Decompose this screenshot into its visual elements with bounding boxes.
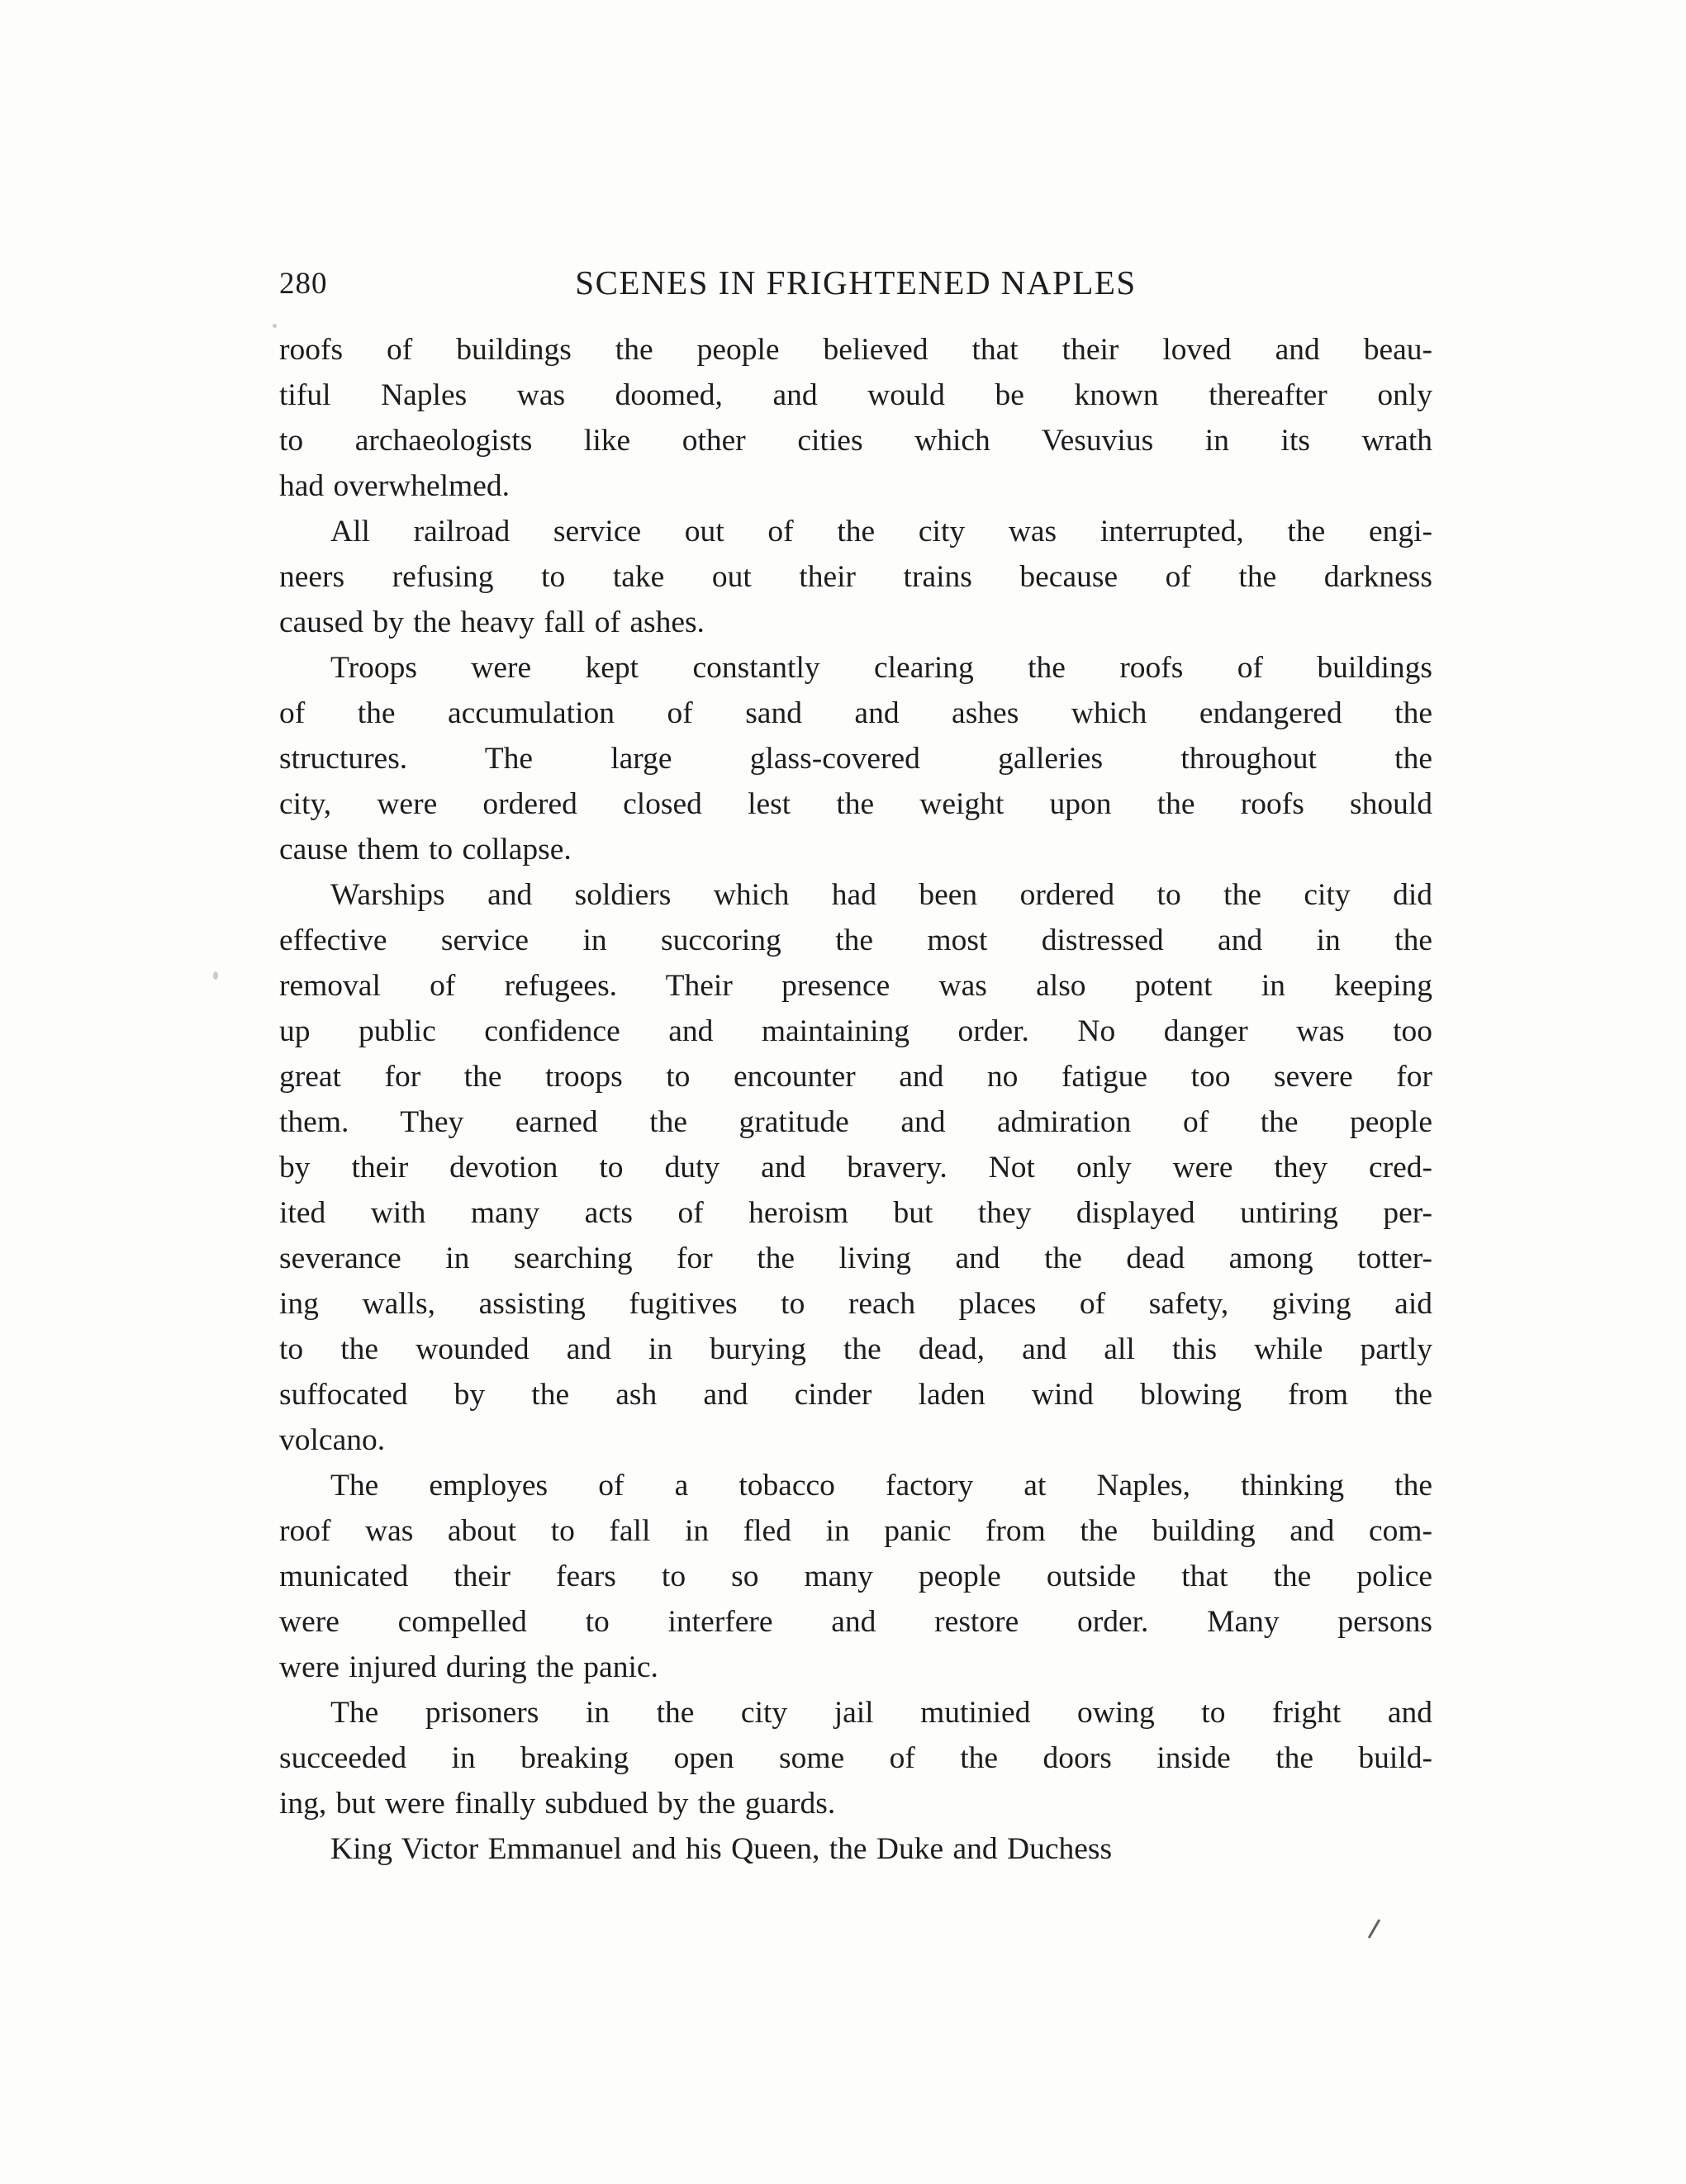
scan-speck [273,324,277,328]
text-block [279,263,1432,1872]
scan-speck [213,971,218,980]
text-line: removal of refugees. Their presence was also potent in keeping [279,969,1432,1003]
running-title: SCENES IN FRIGHTENED NAPLES [575,264,1137,301]
paragraph [279,1826,1432,1872]
text-line: ited with many acts of heroism but they displayed untiring per- [279,1196,1432,1230]
text-line: cause them to collapse. [279,833,572,866]
text-line: Warships and soldiers which had been ordered to the city did [330,878,1432,912]
text-line: were injured during the panic. [279,1650,658,1684]
text-line: great for the troops to encounter and no fatigue too severe for [279,1060,1432,1094]
paragraph [279,872,1432,1463]
text-line: ing walls, assisting fugitives to reach places of safety, giving aid [279,1287,1432,1321]
text-line: effective service in succoring the most distressed and in the [279,923,1432,957]
text-line: ing, but were finally subdued by the guards. [279,1787,836,1821]
text-line: The prisoners in the city jail mutinied owing to fright and [330,1696,1432,1730]
text-line: up public confidence and maintaining order. No danger was too [279,1014,1432,1048]
text-line: The employes of a tobacco factory at Naples, thinking the [330,1469,1432,1503]
text-line: suffocated by the ash and cinder laden wind blowing from the [279,1378,1432,1412]
paragraph [279,645,1432,872]
text-line: city, were ordered closed lest the weight upon the roofs should [279,787,1432,821]
text-line: to archaeologists like other cities which Vesuvius in its wrath [279,424,1432,458]
page-body [279,327,1432,1872]
text-line: structures. The large glass-covered galleries throughout the [279,742,1432,776]
text-line: were compelled to interfere and restore order. Many persons [279,1605,1432,1639]
text-line: by their devotion to duty and bravery. Not only were they cred- [279,1151,1432,1185]
text-line: All railroad service out of the city was interrupted, the engi- [330,515,1432,548]
text-line: roofs of buildings the people believed that their loved and beau- [279,333,1432,367]
page-number: 280 [279,267,328,301]
page-header [279,263,1432,304]
paragraph [279,1463,1432,1690]
text-line: them. They earned the gratitude and admiration of the people [279,1105,1432,1139]
paragraph [279,327,1432,509]
text-line: tiful Naples was doomed, and would be known thereafter only [279,378,1432,412]
text-line: caused by the heavy fall of ashes. [279,605,705,639]
paragraph [279,1690,1432,1826]
text-line: succeeded in breaking open some of the doors inside the build- [279,1741,1432,1775]
text-line: King Victor Emmanuel and his Queen, the Duke and Duchess [330,1832,1113,1866]
text-line: to the wounded and in burying the dead, and all this while partly [279,1332,1432,1366]
text-line: roof was about to fall in fled in panic from the building and com- [279,1514,1432,1548]
text-line: of the accumulation of sand and ashes which endangered the [279,696,1432,730]
text-line: volcano. [279,1423,386,1457]
text-line: severance in searching for the living and the dead among totter- [279,1242,1432,1275]
text-line: neers refusing to take out their trains because of the darkness [279,560,1432,594]
text-line: municated their fears to so many people outside that the police [279,1560,1432,1593]
scan-artifact-mark [1368,1919,1381,1939]
text-line: had overwhelmed. [279,469,510,503]
text-line: Troops were kept constantly clearing the roofs of buildings [330,651,1432,685]
paragraph [279,509,1432,645]
